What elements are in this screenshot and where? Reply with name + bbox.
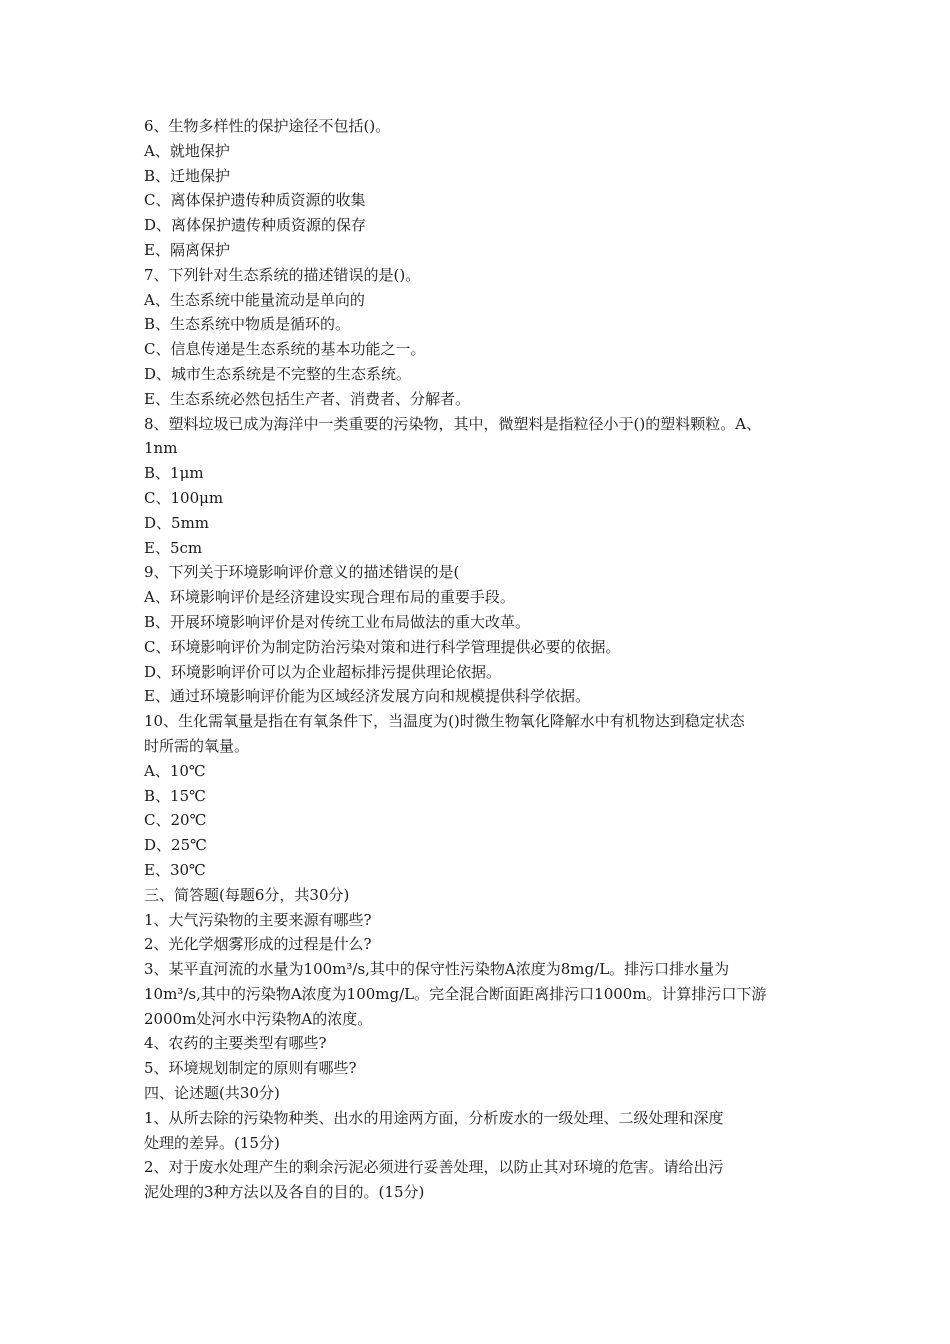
short-answer-question: 1、大气污染物的主要来源有哪些? [144,910,372,929]
essay-question: 1、从所去除的污染物种类、出水的用途两方面，分析废水的一级处理、二级处理和深度 [144,1108,724,1127]
option-line: D、25℃ [144,836,207,855]
option-line: B、15℃ [144,786,206,805]
short-answer-question-cont: 10m³/s,其中的污染物A浓度为100mg/L。完全混合断面距离排污口1000m。计算排污口下游 [144,984,767,1003]
question-10-stem: 10、生化需氧量是指在有氧条件下，当温度为()时微生物氧化降解水中有机物达到稳定状态 [144,712,745,731]
option-line: C、100μm [144,488,224,507]
option-line: E、5cm [144,538,203,557]
option-line: C、20℃ [144,811,207,830]
option-line: B、1μm [144,464,204,483]
section-heading-short-answer: 三、简答题(每题6分，共30分) [144,885,350,904]
option-line: E、隔离保护 [144,240,230,259]
option-line: A、生态系统中能量流动是单向的 [144,290,365,309]
option-line: B、生态系统中物质是循环的。 [144,315,351,334]
option-line: A、环境影响评价是经济建设实现合理布局的重要手段。 [144,588,515,607]
document-body [144,114,816,1205]
option-line: C、信息传递是生态系统的基本功能之一。 [144,340,426,359]
question-6-stem: 6、生物多样性的保护途径不包括()。 [144,117,391,135]
section-heading-essay: 四、论述题(共30分) [144,1084,280,1103]
question-10-stem-cont: 时所需的氧量。 [144,736,250,755]
short-answer-question: 3、某平直河流的水量为100m³/s,其中的保守性污染物A浓度为8mg/L。排污口排水量为 [144,960,730,979]
option-line: E、通过环境影响评价能为区域经济发展方向和规模提供科学依据。 [144,687,590,706]
option-line: D、环境影响评价可以为企业超标排污提供理论依据。 [144,662,502,681]
option-line: C、离体保护遗传种质资源的收集 [144,191,366,210]
option-line: C、环境影响评价为制定防治污染对策和进行科学管理提供必要的依据。 [144,637,621,656]
short-answer-question-cont: 2000m处河水中污染物A的浓度。 [144,1009,373,1028]
option-line: 1nm [144,439,178,458]
short-answer-question: 2、光化学烟雾形成的过程是什么? [144,935,372,954]
question-8-stem: 8、塑料垃圾已成为海洋中一类重要的污染物，其中，微塑料是指粒径小于()的塑料颗粒。A、 [144,414,762,433]
option-line: B、迁地保护 [144,166,231,185]
option-line: E、30℃ [144,860,206,879]
option-line: A、10℃ [144,761,206,780]
option-line: D、离体保护遗传种质资源的保存 [144,216,367,235]
essay-question: 2、对于废水处理产生的剩余污泥必须进行妥善处理，以防止其对环境的危害。请给出污 [144,1158,724,1177]
option-line: B、开展环境影响评价是对传统工业布局做法的重大改革。 [144,612,531,631]
short-answer-question: 4、农药的主要类型有哪些? [144,1034,327,1053]
option-line: D、城市生态系统是不完整的生态系统。 [144,364,412,383]
short-answer-question: 5、环境规划制定的原则有哪些? [144,1059,357,1078]
essay-question-cont: 处理的差异。(15分) [144,1133,280,1152]
question-7-stem: 7、下列针对生态系统的描述错误的是()。 [144,265,421,284]
option-line: E、生态系统必然包括生产者、消费者、分解者。 [144,389,470,408]
question-9-stem: 9、下列关于环境影响评价意义的描述错误的是( [144,563,460,582]
essay-question-cont: 泥处理的3种方法以及各自的目的。(15分) [144,1183,425,1202]
option-line: D、5mm [144,513,210,532]
option-line: A、就地保护 [144,141,230,160]
